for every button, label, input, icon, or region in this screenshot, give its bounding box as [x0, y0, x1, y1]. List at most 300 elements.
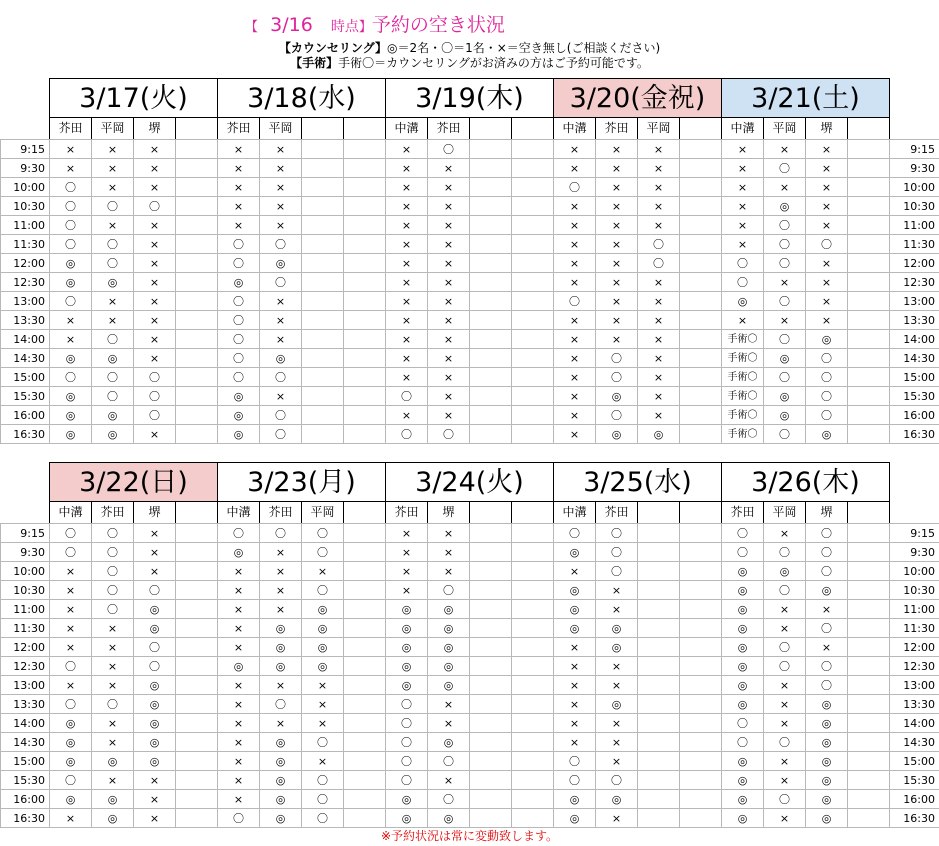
slot-cell: ×: [386, 562, 428, 581]
slot-cell: ×: [218, 790, 260, 809]
slot-cell: [848, 273, 890, 292]
slot-cell: ×: [218, 676, 260, 695]
staff-name: [637, 502, 679, 523]
slot-cell: 〇: [806, 406, 848, 425]
slot-cell: ◎: [806, 771, 848, 790]
slot-cell: ×: [50, 140, 92, 159]
slot-cell: [176, 600, 218, 619]
slot-cell: [470, 425, 512, 444]
slot-cell: [638, 714, 680, 733]
time-label: 9:30: [1, 543, 50, 562]
slot-cell: [344, 387, 386, 406]
time-label: 16:30: [1, 809, 50, 828]
slot-cell: ×: [302, 562, 344, 581]
slot-cell: 〇: [386, 771, 428, 790]
slot-cell: 〇: [764, 216, 806, 235]
slot-cell: [344, 349, 386, 368]
slot-cell: ×: [428, 695, 470, 714]
time-label-right: 15:00: [890, 368, 939, 387]
slot-cell: 〇: [428, 752, 470, 771]
slot-cell: ×: [806, 140, 848, 159]
slot-cell: 〇: [260, 406, 302, 425]
slot-cell: ×: [428, 159, 470, 178]
slot-cell: ×: [554, 368, 596, 387]
slot-cell: ×: [218, 216, 260, 235]
slot-cell: [680, 619, 722, 638]
slot-cell: ◎: [386, 790, 428, 809]
slot-cell: ×: [386, 254, 428, 273]
slot-cell: ×: [596, 273, 638, 292]
slot-cell: ◎: [302, 619, 344, 638]
slot-cell: ◎: [134, 714, 176, 733]
slot-cell: 〇: [92, 562, 134, 581]
time-label-right: 12:30: [890, 657, 939, 676]
slot-cell: [302, 273, 344, 292]
slot-cell: ×: [596, 733, 638, 752]
slot-cell: 〇: [50, 216, 92, 235]
slot-cell: ◎: [50, 273, 92, 292]
slot-cell: ×: [92, 619, 134, 638]
slot-cell: 〇: [764, 330, 806, 349]
slot-cell: ×: [386, 524, 428, 543]
slot-cell: ×: [218, 159, 260, 178]
staff-name: [679, 118, 721, 139]
slot-cell: ×: [92, 638, 134, 657]
slot-cell: [302, 178, 344, 197]
time-label-right: 11:30: [890, 235, 939, 254]
slot-cell: ×: [218, 714, 260, 733]
slot-cell: ×: [764, 178, 806, 197]
time-row: [1, 543, 939, 562]
slot-cell: [848, 330, 890, 349]
slot-cell: [680, 714, 722, 733]
slot-cell: ◎: [806, 581, 848, 600]
slot-cell: 〇: [92, 330, 134, 349]
slot-cell: ×: [50, 676, 92, 695]
staff-name: 平岡: [91, 118, 133, 139]
slot-cell: ◎: [260, 790, 302, 809]
slot-cell: 〇: [260, 425, 302, 444]
slot-cell: 〇: [92, 235, 134, 254]
slot-cell: [344, 311, 386, 330]
availability-table: [0, 139, 939, 444]
week-section: [0, 462, 939, 832]
time-label-right: 10:00: [890, 178, 939, 197]
slot-cell: [638, 752, 680, 771]
slot-cell: 〇: [386, 714, 428, 733]
slot-cell: ×: [722, 235, 764, 254]
slot-cell: ×: [260, 387, 302, 406]
slot-cell: ×: [50, 581, 92, 600]
slot-cell: 〇: [596, 771, 638, 790]
slot-cell: ×: [722, 311, 764, 330]
slot-cell: 〇: [92, 581, 134, 600]
slot-cell: [848, 235, 890, 254]
time-label-right: 16:00: [890, 790, 939, 809]
slot-cell: 〇: [302, 733, 344, 752]
slot-cell: [176, 733, 218, 752]
time-row: [1, 349, 939, 368]
time-label-right: 9:30: [890, 159, 939, 178]
slot-cell: ×: [218, 600, 260, 619]
slot-cell: 〇: [218, 349, 260, 368]
slot-cell: ×: [638, 140, 680, 159]
slot-cell: 〇: [92, 600, 134, 619]
slot-cell: [512, 581, 554, 600]
slot-cell: [344, 619, 386, 638]
slot-cell: ◎: [218, 387, 260, 406]
staff-name: 芥田: [217, 118, 259, 139]
slot-cell: ◎: [386, 619, 428, 638]
time-label: 14:30: [1, 733, 50, 752]
slot-cell: ×: [638, 330, 680, 349]
slot-cell: [470, 330, 512, 349]
slot-cell: ×: [428, 543, 470, 562]
slot-cell: ×: [260, 330, 302, 349]
time-row: [1, 638, 939, 657]
slot-cell: ◎: [806, 752, 848, 771]
slot-cell: ×: [260, 311, 302, 330]
slot-cell: ◎: [596, 425, 638, 444]
slot-cell: ×: [218, 638, 260, 657]
slot-cell: [470, 197, 512, 216]
slot-cell: 〇: [764, 657, 806, 676]
slot-cell: ◎: [722, 638, 764, 657]
slot-cell: 〇: [302, 524, 344, 543]
slot-cell: [470, 638, 512, 657]
slot-cell: [344, 273, 386, 292]
slot-cell: [680, 809, 722, 828]
slot-cell: [344, 714, 386, 733]
slot-cell: [470, 387, 512, 406]
time-label-right: 13:00: [890, 676, 939, 695]
slot-cell: ×: [260, 581, 302, 600]
slot-cell: [176, 425, 218, 444]
slot-cell: ◎: [260, 619, 302, 638]
slot-cell: ◎: [50, 254, 92, 273]
slot-cell: [470, 349, 512, 368]
slot-cell: ◎: [764, 387, 806, 406]
time-label: 9:15: [1, 140, 50, 159]
slot-cell: ◎: [806, 425, 848, 444]
time-row: [1, 273, 939, 292]
slot-cell: [470, 140, 512, 159]
slot-cell: ×: [638, 273, 680, 292]
slot-cell: ×: [302, 714, 344, 733]
slot-cell: 〇: [722, 524, 764, 543]
time-label: 11:00: [1, 216, 50, 235]
slot-cell: ◎: [302, 600, 344, 619]
slot-cell: ×: [554, 676, 596, 695]
slot-cell: [344, 809, 386, 828]
slot-cell: 〇: [218, 235, 260, 254]
slot-cell: [470, 273, 512, 292]
slot-cell: ×: [386, 273, 428, 292]
slot-cell: [344, 638, 386, 657]
slot-cell: 〇: [302, 543, 344, 562]
slot-cell: ◎: [428, 657, 470, 676]
slot-cell: ×: [806, 292, 848, 311]
slot-cell: [848, 425, 890, 444]
slot-cell: [344, 197, 386, 216]
slot-cell: [344, 790, 386, 809]
slot-cell: [512, 676, 554, 695]
slot-cell: ×: [386, 216, 428, 235]
slot-cell: 手術〇: [722, 368, 764, 387]
slot-cell: ◎: [722, 752, 764, 771]
slot-cell: [848, 809, 890, 828]
slot-cell: ×: [260, 159, 302, 178]
slot-cell: ×: [302, 752, 344, 771]
slot-cell: [680, 733, 722, 752]
legend-surgery-title: 【手術】: [290, 56, 339, 70]
slot-cell: [638, 771, 680, 790]
slot-cell: 〇: [806, 524, 848, 543]
staff-name: [847, 502, 889, 523]
slot-cell: 〇: [764, 638, 806, 657]
slot-cell: [512, 524, 554, 543]
slot-cell: 〇: [218, 809, 260, 828]
slot-cell: ×: [806, 273, 848, 292]
slot-cell: ×: [596, 581, 638, 600]
slot-cell: ◎: [596, 619, 638, 638]
slot-cell: ×: [50, 600, 92, 619]
title-date: 3/16: [270, 14, 313, 36]
slot-cell: ×: [638, 387, 680, 406]
slot-cell: [176, 197, 218, 216]
time-row: [1, 562, 939, 581]
slot-cell: [512, 387, 554, 406]
slot-cell: [176, 330, 218, 349]
slot-cell: ◎: [596, 695, 638, 714]
slot-cell: 〇: [806, 562, 848, 581]
time-label-right: 9:15: [890, 140, 939, 159]
slot-cell: ×: [260, 543, 302, 562]
staff-name: 堺: [805, 118, 847, 139]
slot-cell: ◎: [92, 790, 134, 809]
slot-cell: ×: [260, 714, 302, 733]
slot-cell: [848, 140, 890, 159]
slot-cell: ×: [596, 178, 638, 197]
time-label-right: 10:30: [890, 581, 939, 600]
slot-cell: [344, 600, 386, 619]
slot-cell: 〇: [428, 425, 470, 444]
slot-cell: ×: [428, 292, 470, 311]
slot-cell: ×: [260, 140, 302, 159]
staff-name: 芥田: [49, 118, 91, 139]
slot-cell: ◎: [50, 387, 92, 406]
slot-cell: ×: [218, 619, 260, 638]
day-header: 3/22(日): [49, 462, 218, 502]
availability-table: [0, 523, 939, 828]
slot-cell: [680, 387, 722, 406]
slot-cell: 〇: [92, 254, 134, 273]
slot-cell: [680, 140, 722, 159]
slot-cell: ×: [428, 714, 470, 733]
slot-cell: ×: [596, 752, 638, 771]
slot-cell: ×: [554, 330, 596, 349]
slot-cell: [638, 657, 680, 676]
slot-cell: ◎: [806, 714, 848, 733]
slot-cell: 〇: [260, 695, 302, 714]
slot-cell: ◎: [134, 676, 176, 695]
slot-cell: [176, 638, 218, 657]
slot-cell: [470, 292, 512, 311]
slot-cell: 〇: [134, 197, 176, 216]
slot-cell: [176, 406, 218, 425]
slot-cell: ×: [554, 216, 596, 235]
slot-cell: ×: [92, 311, 134, 330]
slot-cell: [512, 254, 554, 273]
slot-cell: ×: [92, 216, 134, 235]
slot-cell: [512, 235, 554, 254]
slot-cell: 〇: [92, 695, 134, 714]
slot-cell: 〇: [638, 235, 680, 254]
time-label-right: 9:15: [890, 524, 939, 543]
staff-name: 平岡: [637, 118, 679, 139]
slot-cell: [680, 752, 722, 771]
slot-cell: [848, 562, 890, 581]
time-row: [1, 330, 939, 349]
slot-cell: ×: [218, 771, 260, 790]
slot-cell: 〇: [50, 235, 92, 254]
slot-cell: ×: [134, 254, 176, 273]
slot-cell: 〇: [764, 292, 806, 311]
slot-cell: 〇: [806, 543, 848, 562]
slot-cell: [470, 406, 512, 425]
slot-cell: [680, 600, 722, 619]
slot-cell: [680, 676, 722, 695]
slot-cell: [344, 330, 386, 349]
slot-cell: 〇: [638, 254, 680, 273]
slot-cell: ◎: [722, 292, 764, 311]
legend-surgery-text: 手術〇＝カウンセリングがお済みの方はご予約可能です。: [338, 56, 649, 70]
slot-cell: [176, 714, 218, 733]
slot-cell: [344, 771, 386, 790]
slot-cell: ×: [260, 197, 302, 216]
slot-cell: ×: [218, 733, 260, 752]
slot-cell: ×: [428, 349, 470, 368]
slot-cell: [470, 159, 512, 178]
legend: [0, 41, 939, 71]
slot-cell: ×: [302, 676, 344, 695]
slot-cell: [848, 311, 890, 330]
slot-cell: 〇: [386, 387, 428, 406]
slot-cell: ◎: [428, 676, 470, 695]
slot-cell: [680, 695, 722, 714]
slot-cell: ×: [260, 178, 302, 197]
slot-cell: ×: [764, 676, 806, 695]
slot-cell: 〇: [764, 581, 806, 600]
slot-cell: [680, 562, 722, 581]
slot-cell: [470, 600, 512, 619]
slot-cell: ×: [386, 292, 428, 311]
slot-cell: ×: [134, 178, 176, 197]
slot-cell: ×: [50, 330, 92, 349]
slot-cell: [470, 216, 512, 235]
slot-cell: 〇: [260, 273, 302, 292]
time-label-right: 13:30: [890, 311, 939, 330]
slot-cell: ×: [134, 809, 176, 828]
legend-counseling: [0, 41, 939, 56]
slot-cell: [344, 178, 386, 197]
slot-cell: ◎: [50, 790, 92, 809]
slot-cell: [176, 273, 218, 292]
slot-cell: ◎: [428, 733, 470, 752]
staff-name: 平岡: [301, 502, 343, 523]
slot-cell: ×: [386, 197, 428, 216]
slot-cell: ×: [92, 178, 134, 197]
slot-cell: 〇: [428, 790, 470, 809]
slot-cell: [512, 368, 554, 387]
slot-cell: ×: [428, 235, 470, 254]
slot-cell: ×: [386, 311, 428, 330]
slot-cell: [176, 695, 218, 714]
slot-cell: ×: [764, 771, 806, 790]
slot-cell: ×: [386, 581, 428, 600]
slot-cell: 〇: [50, 524, 92, 543]
slot-cell: ×: [764, 140, 806, 159]
slot-cell: [344, 581, 386, 600]
slot-cell: [512, 752, 554, 771]
slot-cell: 〇: [554, 771, 596, 790]
slot-cell: 〇: [764, 733, 806, 752]
slot-cell: 〇: [764, 425, 806, 444]
slot-cell: [680, 543, 722, 562]
slot-cell: [512, 809, 554, 828]
slot-cell: ◎: [722, 657, 764, 676]
slot-cell: [848, 254, 890, 273]
slot-cell: ◎: [764, 349, 806, 368]
slot-cell: [176, 178, 218, 197]
slot-cell: 〇: [302, 809, 344, 828]
slot-cell: ×: [260, 292, 302, 311]
slot-cell: 〇: [92, 543, 134, 562]
slot-cell: [848, 368, 890, 387]
slot-cell: ×: [596, 330, 638, 349]
day-header: 3/24(火): [385, 462, 554, 502]
slot-cell: [344, 140, 386, 159]
slot-cell: ×: [428, 406, 470, 425]
staff-name: [343, 118, 385, 139]
slot-cell: ×: [428, 562, 470, 581]
slot-cell: 〇: [134, 387, 176, 406]
time-row: [1, 216, 939, 235]
slot-cell: [470, 657, 512, 676]
page-title: [245, 10, 505, 37]
slot-cell: ×: [428, 254, 470, 273]
slot-cell: ×: [806, 311, 848, 330]
slot-cell: 〇: [260, 235, 302, 254]
slot-cell: ◎: [806, 733, 848, 752]
slot-cell: ×: [134, 790, 176, 809]
time-label: 16:00: [1, 790, 50, 809]
slot-cell: ×: [218, 178, 260, 197]
slot-cell: ×: [134, 543, 176, 562]
staff-row-end: [889, 118, 890, 139]
time-label: 16:00: [1, 406, 50, 425]
slot-cell: ×: [386, 178, 428, 197]
staff-name: 平岡: [763, 502, 805, 523]
time-row: [1, 619, 939, 638]
slot-cell: 〇: [596, 349, 638, 368]
time-label: 9:30: [1, 159, 50, 178]
slot-cell: [680, 349, 722, 368]
slot-cell: [680, 197, 722, 216]
slot-cell: ×: [386, 349, 428, 368]
time-label-right: 16:30: [890, 809, 939, 828]
slot-cell: ×: [134, 524, 176, 543]
